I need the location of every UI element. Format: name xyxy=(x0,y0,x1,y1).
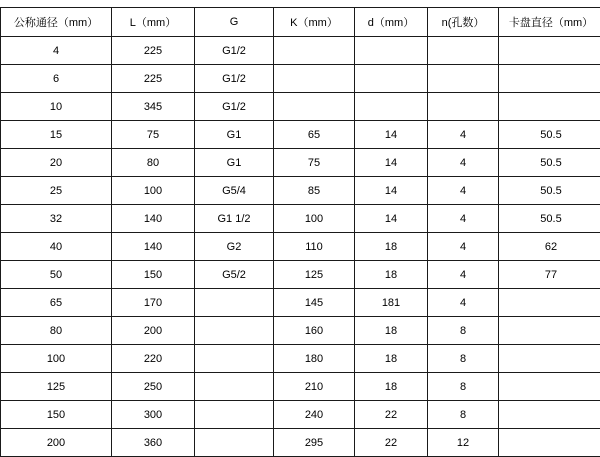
cell-k: 295 xyxy=(274,429,355,457)
cell-chuck-diameter xyxy=(499,373,600,401)
table-row xyxy=(1,121,600,149)
cell-hole-count xyxy=(428,93,499,121)
cell-d: 14 xyxy=(355,205,428,233)
cell-chuck-diameter xyxy=(499,93,600,121)
table-row xyxy=(1,289,600,317)
specification-table xyxy=(0,7,600,457)
cell-length: 300 xyxy=(112,401,195,429)
table-row xyxy=(1,261,600,289)
cell-nominal-diameter: 4 xyxy=(1,37,112,65)
cell-k: 160 xyxy=(274,317,355,345)
cell-chuck-diameter: 77 xyxy=(499,261,600,289)
table-row xyxy=(1,149,600,177)
cell-hole-count: 4 xyxy=(428,177,499,205)
column-header-hole-count: n(孔数） xyxy=(428,8,499,37)
cell-k xyxy=(274,93,355,121)
cell-nominal-diameter: 10 xyxy=(1,93,112,121)
cell-d: 14 xyxy=(355,149,428,177)
cell-length: 345 xyxy=(112,93,195,121)
cell-d: 181 xyxy=(355,289,428,317)
cell-k xyxy=(274,65,355,93)
cell-g: G1 xyxy=(195,121,274,149)
cell-k: 65 xyxy=(274,121,355,149)
cell-k xyxy=(274,37,355,65)
table-row xyxy=(1,317,600,345)
cell-d: 18 xyxy=(355,317,428,345)
cell-hole-count: 4 xyxy=(428,149,499,177)
cell-chuck-diameter: 62 xyxy=(499,233,600,261)
cell-d: 18 xyxy=(355,373,428,401)
cell-hole-count xyxy=(428,37,499,65)
table-row xyxy=(1,345,600,373)
table-row xyxy=(1,93,600,121)
cell-length: 200 xyxy=(112,317,195,345)
cell-g: G5/2 xyxy=(195,261,274,289)
cell-hole-count: 8 xyxy=(428,317,499,345)
cell-chuck-diameter: 50.5 xyxy=(499,205,600,233)
cell-hole-count: 4 xyxy=(428,289,499,317)
cell-k: 125 xyxy=(274,261,355,289)
cell-length: 100 xyxy=(112,177,195,205)
cell-g: G1/2 xyxy=(195,93,274,121)
column-header-g: G xyxy=(195,8,274,37)
cell-length: 225 xyxy=(112,65,195,93)
column-header-k: K（mm） xyxy=(274,8,355,37)
table-row xyxy=(1,177,600,205)
cell-nominal-diameter: 6 xyxy=(1,65,112,93)
cell-nominal-diameter: 80 xyxy=(1,317,112,345)
cell-g: G1 1/2 xyxy=(195,205,274,233)
cell-g xyxy=(195,317,274,345)
table-row xyxy=(1,205,600,233)
cell-g xyxy=(195,401,274,429)
table-body xyxy=(1,37,600,457)
cell-nominal-diameter: 50 xyxy=(1,261,112,289)
cell-k: 110 xyxy=(274,233,355,261)
cell-length: 225 xyxy=(112,37,195,65)
cell-d: 18 xyxy=(355,345,428,373)
cell-nominal-diameter: 20 xyxy=(1,149,112,177)
table-row xyxy=(1,65,600,93)
cell-d xyxy=(355,65,428,93)
cell-chuck-diameter xyxy=(499,401,600,429)
cell-hole-count xyxy=(428,65,499,93)
cell-g: G1/2 xyxy=(195,65,274,93)
cell-hole-count: 4 xyxy=(428,233,499,261)
cell-k: 145 xyxy=(274,289,355,317)
cell-length: 150 xyxy=(112,261,195,289)
cell-chuck-diameter: 50.5 xyxy=(499,149,600,177)
cell-chuck-diameter xyxy=(499,429,600,457)
cell-hole-count: 4 xyxy=(428,205,499,233)
cell-k: 180 xyxy=(274,345,355,373)
cell-g xyxy=(195,373,274,401)
cell-g xyxy=(195,429,274,457)
cell-g: G5/4 xyxy=(195,177,274,205)
cell-g xyxy=(195,289,274,317)
cell-hole-count: 8 xyxy=(428,373,499,401)
table-row xyxy=(1,429,600,457)
cell-length: 360 xyxy=(112,429,195,457)
cell-length: 75 xyxy=(112,121,195,149)
cell-g: G2 xyxy=(195,233,274,261)
cell-k: 240 xyxy=(274,401,355,429)
cell-length: 220 xyxy=(112,345,195,373)
cell-nominal-diameter: 125 xyxy=(1,373,112,401)
table-header xyxy=(1,8,600,37)
cell-chuck-diameter xyxy=(499,345,600,373)
column-header-nominal-diameter: 公称通径（mm） xyxy=(1,8,112,37)
cell-chuck-diameter xyxy=(499,317,600,345)
table-header-row xyxy=(1,8,600,37)
cell-chuck-diameter xyxy=(499,65,600,93)
cell-k: 75 xyxy=(274,149,355,177)
cell-k: 210 xyxy=(274,373,355,401)
cell-nominal-diameter: 65 xyxy=(1,289,112,317)
cell-hole-count: 12 xyxy=(428,429,499,457)
cell-hole-count: 4 xyxy=(428,121,499,149)
column-header-d: d（mm） xyxy=(355,8,428,37)
cell-g: G1 xyxy=(195,149,274,177)
cell-length: 140 xyxy=(112,205,195,233)
cell-d: 18 xyxy=(355,261,428,289)
cell-k: 100 xyxy=(274,205,355,233)
cell-nominal-diameter: 40 xyxy=(1,233,112,261)
cell-nominal-diameter: 150 xyxy=(1,401,112,429)
table-row xyxy=(1,37,600,65)
cell-hole-count: 8 xyxy=(428,401,499,429)
cell-d xyxy=(355,37,428,65)
cell-length: 170 xyxy=(112,289,195,317)
table-row xyxy=(1,233,600,261)
cell-nominal-diameter: 100 xyxy=(1,345,112,373)
cell-nominal-diameter: 32 xyxy=(1,205,112,233)
column-header-chuck-diameter: 卡盘直径（mm） xyxy=(499,8,600,37)
cell-hole-count: 4 xyxy=(428,261,499,289)
cell-d: 14 xyxy=(355,177,428,205)
cell-d: 22 xyxy=(355,429,428,457)
cell-length: 140 xyxy=(112,233,195,261)
cell-chuck-diameter xyxy=(499,37,600,65)
cell-d xyxy=(355,93,428,121)
table-row xyxy=(1,373,600,401)
cell-nominal-diameter: 200 xyxy=(1,429,112,457)
table-row xyxy=(1,401,600,429)
cell-nominal-diameter: 25 xyxy=(1,177,112,205)
cell-d: 14 xyxy=(355,121,428,149)
cell-chuck-diameter: 50.5 xyxy=(499,177,600,205)
cell-nominal-diameter: 15 xyxy=(1,121,112,149)
cell-chuck-diameter xyxy=(499,289,600,317)
cell-k: 85 xyxy=(274,177,355,205)
cell-hole-count: 8 xyxy=(428,345,499,373)
cell-g: G1/2 xyxy=(195,37,274,65)
cell-g xyxy=(195,345,274,373)
cell-d: 18 xyxy=(355,233,428,261)
cell-length: 80 xyxy=(112,149,195,177)
cell-chuck-diameter: 50.5 xyxy=(499,121,600,149)
cell-length: 250 xyxy=(112,373,195,401)
cell-d: 22 xyxy=(355,401,428,429)
column-header-length: L（mm） xyxy=(112,8,195,37)
